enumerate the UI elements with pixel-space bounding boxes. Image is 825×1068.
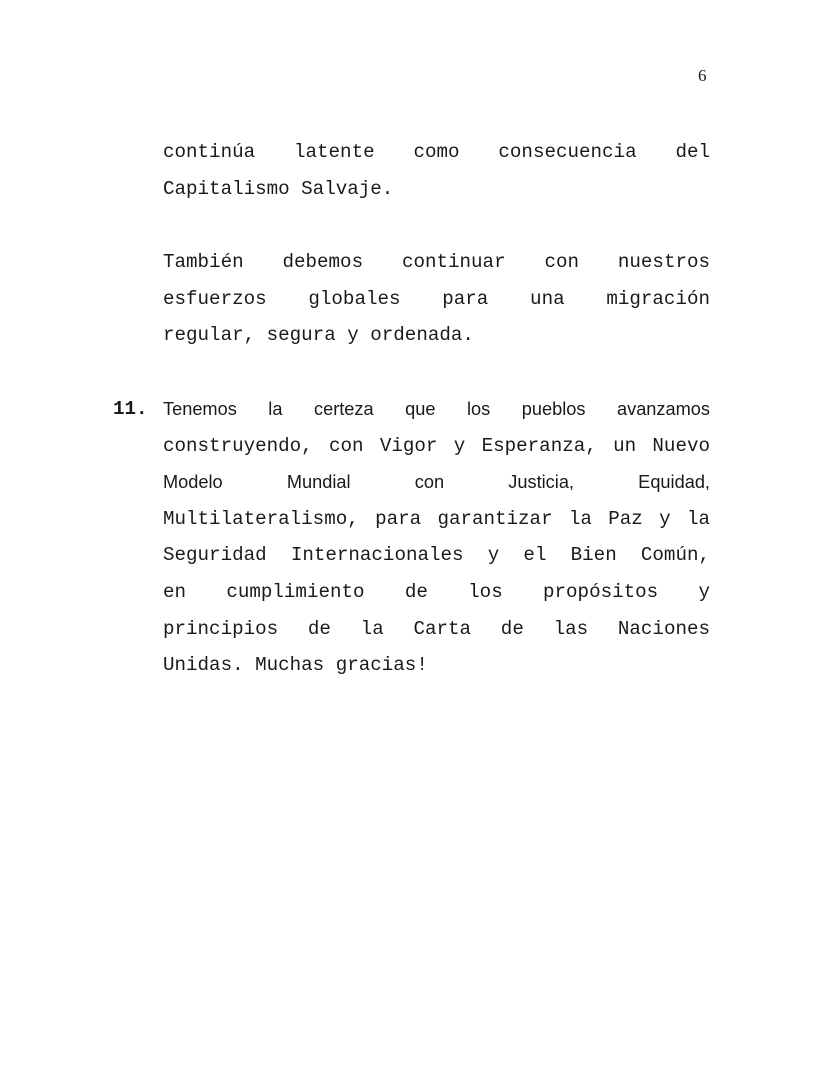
text-line: principios de la Carta de las Naciones xyxy=(163,617,710,640)
text-line: Capitalismo Salvaje. xyxy=(163,177,394,200)
text-line: continúa latente como consecuencia del xyxy=(163,141,710,163)
item-number: 11. xyxy=(113,398,148,420)
page-number: 6 xyxy=(698,66,707,85)
text-line: Tenemos la certeza que los pueblos avanzamos xyxy=(163,399,710,419)
paragraph-item-11 xyxy=(163,391,710,684)
text-line: esfuerzos globales para una migración xyxy=(163,287,710,310)
text-line: construyendo, con Vigor y Esperanza, un Nuevo xyxy=(163,434,710,457)
text-line: en cumplimiento de los propósitos y xyxy=(163,580,710,603)
text-line: Multilateralismo, para garantizar la Paz y la xyxy=(163,507,710,530)
text-line: Unidas. Muchas gracias! xyxy=(163,654,428,677)
text-line: Modelo Mundial con Justicia, Equidad, xyxy=(163,472,710,493)
text-line: Seguridad Internacionales y el Bien Común, xyxy=(163,544,710,567)
text-line: También debemos continuar con nuestros xyxy=(163,251,710,273)
paragraph-continuation xyxy=(163,134,710,207)
text-line: regular, segura y ordenada. xyxy=(163,324,474,347)
paragraph-migration xyxy=(163,244,710,354)
